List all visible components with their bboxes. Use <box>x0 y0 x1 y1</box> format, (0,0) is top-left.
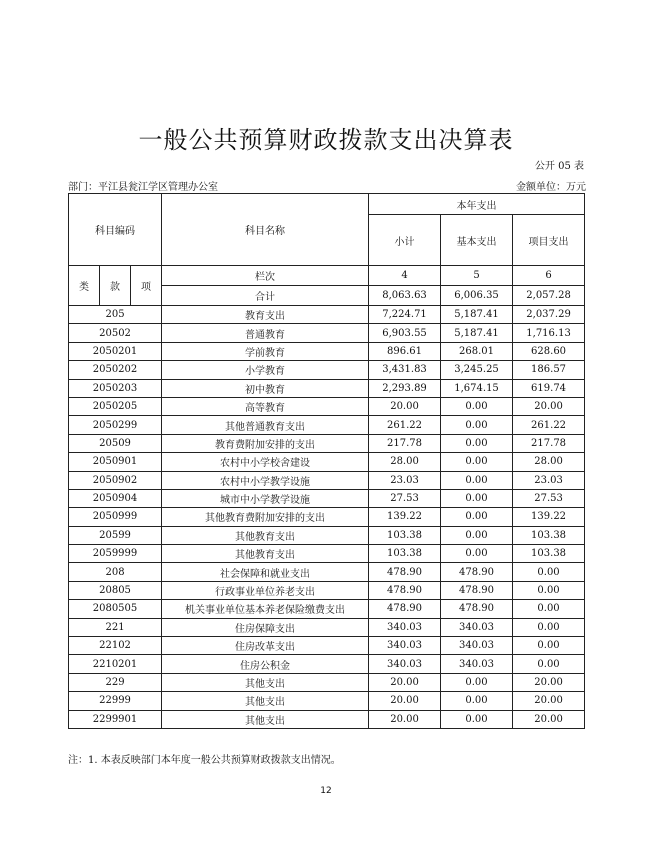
row-name: 其他支出 <box>162 692 369 710</box>
header-subtotal: 小计 <box>369 215 441 266</box>
row-name: 农村中小学校舍建设 <box>162 453 369 471</box>
row-name: 城市中小学教学设施 <box>162 489 369 507</box>
row-project: 619.74 <box>513 379 585 397</box>
row-project: 20.00 <box>513 397 585 415</box>
header-xiang: 项 <box>131 266 162 306</box>
row-subtotal: 340.03 <box>369 618 441 636</box>
table-row <box>69 618 585 636</box>
row-basic: 0.00 <box>441 710 513 728</box>
table-row <box>69 710 585 728</box>
table-row <box>69 563 585 581</box>
row-subtotal: 23.03 <box>369 471 441 489</box>
row-basic: 0.00 <box>441 416 513 434</box>
row-basic: 0.00 <box>441 692 513 710</box>
row-basic: 268.01 <box>441 342 513 360</box>
row-subtotal: 340.03 <box>369 637 441 655</box>
row-basic: 0.00 <box>441 489 513 507</box>
row-project: 0.00 <box>513 655 585 673</box>
row-name: 机关事业单位基本养老保险缴费支出 <box>162 600 369 618</box>
row-basic: 478.90 <box>441 581 513 599</box>
row-code: 2050201 <box>69 342 162 360</box>
table-row <box>69 453 585 471</box>
total-basic: 6,006.35 <box>441 286 513 306</box>
row-code: 2050202 <box>69 361 162 379</box>
header-lei: 类 <box>69 266 100 306</box>
row-name: 住房保障支出 <box>162 618 369 636</box>
row-code: 208 <box>69 563 162 581</box>
table-row <box>69 471 585 489</box>
header-name: 科目名称 <box>162 194 369 266</box>
row-subtotal: 139.22 <box>369 508 441 526</box>
row-basic: 478.90 <box>441 600 513 618</box>
row-basic: 0.00 <box>441 453 513 471</box>
table-row <box>69 342 585 360</box>
row-basic: 1,674.15 <box>441 379 513 397</box>
row-name: 农村中小学教学设施 <box>162 471 369 489</box>
row-name: 社会保障和就业支出 <box>162 563 369 581</box>
table-row <box>69 489 585 507</box>
row-project: 0.00 <box>513 581 585 599</box>
row-project: 0.00 <box>513 563 585 581</box>
row-subtotal: 478.90 <box>369 600 441 618</box>
table-row <box>69 526 585 544</box>
row-code: 2080505 <box>69 600 162 618</box>
row-subtotal: 6,903.55 <box>369 324 441 342</box>
column-number-basic: 5 <box>441 266 513 286</box>
row-code: 22102 <box>69 637 162 655</box>
row-code: 22999 <box>69 692 162 710</box>
row-name: 行政事业单位养老支出 <box>162 581 369 599</box>
row-basic: 0.00 <box>441 673 513 691</box>
row-project: 139.22 <box>513 508 585 526</box>
row-name: 其他教育支出 <box>162 526 369 544</box>
row-subtotal: 261.22 <box>369 416 441 434</box>
row-code: 20599 <box>69 526 162 544</box>
column-label: 栏次 <box>162 266 369 286</box>
table-row <box>69 379 585 397</box>
row-code: 2050901 <box>69 453 162 471</box>
row-subtotal: 3,431.83 <box>369 361 441 379</box>
row-subtotal: 103.38 <box>369 526 441 544</box>
row-name: 初中教育 <box>162 379 369 397</box>
row-code: 2050299 <box>69 416 162 434</box>
row-name: 小学教育 <box>162 361 369 379</box>
table-row <box>69 692 585 710</box>
row-project: 20.00 <box>513 710 585 728</box>
row-subtotal: 217.78 <box>369 434 441 452</box>
row-subtotal: 20.00 <box>369 692 441 710</box>
row-subtotal: 896.61 <box>369 342 441 360</box>
page-number: 12 <box>320 786 332 796</box>
table-number: 公开 05 表 <box>534 161 584 172</box>
header-code: 科目编码 <box>69 194 162 266</box>
row-basic: 0.00 <box>441 397 513 415</box>
row-name: 其他教育支出 <box>162 545 369 563</box>
row-basic: 5,187.41 <box>441 306 513 324</box>
row-project: 0.00 <box>513 600 585 618</box>
row-project: 628.60 <box>513 342 585 360</box>
row-subtotal: 340.03 <box>369 655 441 673</box>
header-project: 项目支出 <box>513 215 585 266</box>
header-basic: 基本支出 <box>441 215 513 266</box>
row-code: 2050205 <box>69 397 162 415</box>
row-code: 2210201 <box>69 655 162 673</box>
row-project: 2,037.29 <box>513 306 585 324</box>
header-year-expense: 本年支出 <box>369 194 585 215</box>
row-project: 261.22 <box>513 416 585 434</box>
row-code: 20805 <box>69 581 162 599</box>
row-project: 27.53 <box>513 489 585 507</box>
row-project: 217.78 <box>513 434 585 452</box>
row-code: 20509 <box>69 434 162 452</box>
amount-unit-label: 金额单位：万元 <box>516 182 586 193</box>
row-basic: 0.00 <box>441 508 513 526</box>
row-code: 205 <box>69 306 162 324</box>
footnote: 注：1. 本表反映部门本年度一般公共预算财政拨款支出情况。 <box>68 755 341 766</box>
table-row <box>69 508 585 526</box>
row-code: 2050902 <box>69 471 162 489</box>
row-project: 20.00 <box>513 692 585 710</box>
row-subtotal: 478.90 <box>369 563 441 581</box>
row-project: 103.38 <box>513 545 585 563</box>
row-code: 221 <box>69 618 162 636</box>
row-name: 普通教育 <box>162 324 369 342</box>
table-row <box>69 673 585 691</box>
row-project: 186.57 <box>513 361 585 379</box>
row-basic: 5,187.41 <box>441 324 513 342</box>
row-name: 学前教育 <box>162 342 369 360</box>
table-row <box>69 581 585 599</box>
row-subtotal: 103.38 <box>369 545 441 563</box>
table-row <box>69 545 585 563</box>
row-project: 1,716.13 <box>513 324 585 342</box>
row-name: 住房公积金 <box>162 655 369 673</box>
page-title: 一般公共预算财政拨款支出决算表 <box>138 126 514 154</box>
table-row <box>69 306 585 324</box>
row-name: 住房改革支出 <box>162 637 369 655</box>
table-row <box>69 324 585 342</box>
table-row <box>69 434 585 452</box>
header-kuan: 款 <box>100 266 131 306</box>
row-name: 其他支出 <box>162 710 369 728</box>
row-subtotal: 478.90 <box>369 581 441 599</box>
row-project: 20.00 <box>513 673 585 691</box>
row-subtotal: 20.00 <box>369 673 441 691</box>
row-subtotal: 7,224.71 <box>369 306 441 324</box>
row-basic: 340.03 <box>441 655 513 673</box>
row-code: 20502 <box>69 324 162 342</box>
row-name: 教育支出 <box>162 306 369 324</box>
row-code: 2299901 <box>69 710 162 728</box>
table-row <box>69 655 585 673</box>
expenditure-table <box>68 193 585 729</box>
row-name: 教育费附加安排的支出 <box>162 434 369 452</box>
row-basic: 0.00 <box>441 434 513 452</box>
table-row <box>69 416 585 434</box>
row-basic: 478.90 <box>441 563 513 581</box>
row-subtotal: 20.00 <box>369 397 441 415</box>
row-project: 103.38 <box>513 526 585 544</box>
row-basic: 0.00 <box>441 526 513 544</box>
row-project: 23.03 <box>513 471 585 489</box>
department-label: 部门：平江县瓮江学区管理办公室 <box>68 182 218 193</box>
table-row <box>69 600 585 618</box>
row-project: 0.00 <box>513 618 585 636</box>
row-basic: 0.00 <box>441 545 513 563</box>
row-subtotal: 2,293.89 <box>369 379 441 397</box>
row-code: 2059999 <box>69 545 162 563</box>
total-label: 合计 <box>162 286 369 306</box>
column-number-subtotal: 4 <box>369 266 441 286</box>
row-name: 其他支出 <box>162 673 369 691</box>
row-subtotal: 27.53 <box>369 489 441 507</box>
row-project: 28.00 <box>513 453 585 471</box>
total-subtotal: 8,063.63 <box>369 286 441 306</box>
row-code: 229 <box>69 673 162 691</box>
table-row <box>69 637 585 655</box>
row-basic: 3,245.25 <box>441 361 513 379</box>
row-subtotal: 20.00 <box>369 710 441 728</box>
row-name: 高等教育 <box>162 397 369 415</box>
column-number-project: 6 <box>513 266 585 286</box>
row-name: 其他普通教育支出 <box>162 416 369 434</box>
row-basic: 0.00 <box>441 471 513 489</box>
row-basic: 340.03 <box>441 618 513 636</box>
row-basic: 340.03 <box>441 637 513 655</box>
row-project: 0.00 <box>513 637 585 655</box>
row-code: 2050999 <box>69 508 162 526</box>
row-code: 2050203 <box>69 379 162 397</box>
row-name: 其他教育费附加安排的支出 <box>162 508 369 526</box>
total-project: 2,057.28 <box>513 286 585 306</box>
row-subtotal: 28.00 <box>369 453 441 471</box>
row-code: 2050904 <box>69 489 162 507</box>
table-row <box>69 361 585 379</box>
table-row <box>69 397 585 415</box>
